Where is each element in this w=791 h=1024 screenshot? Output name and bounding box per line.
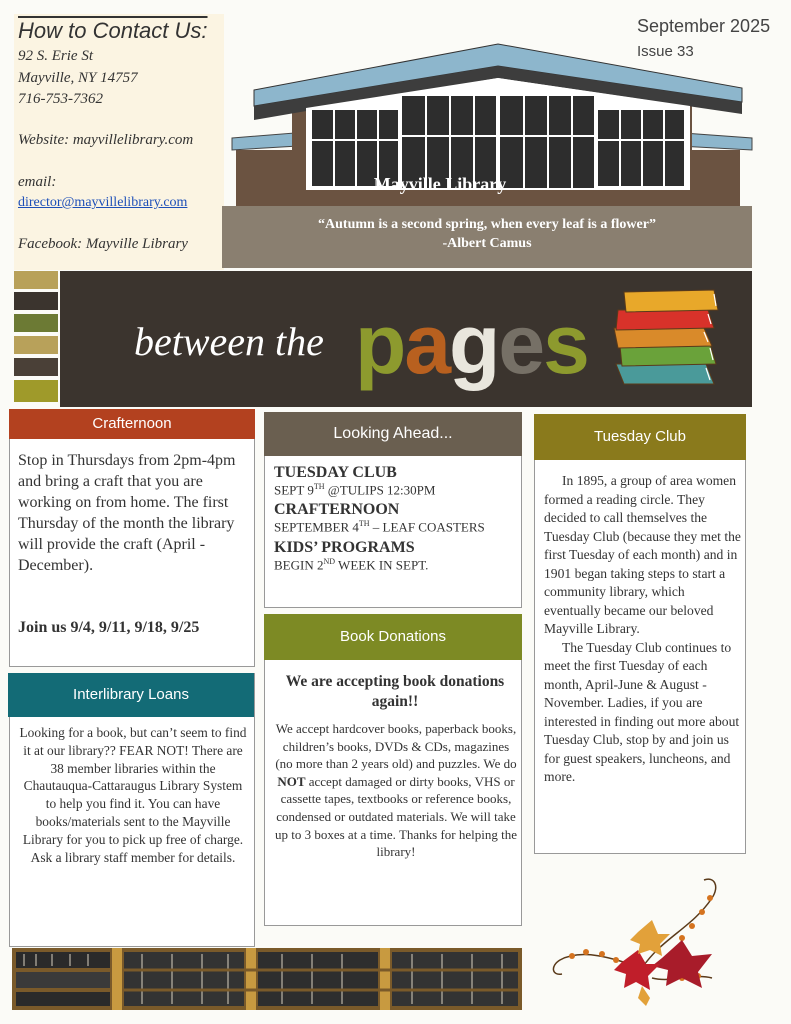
interlibrary-loans-text: Looking for a book, but can’t seem to find it at our library?? FEAR NOT! There are 38 member libraries within the Chautauqua-Cattaraugus Library System to help you find it. You can have books/materials sent to the Mayville Library for you to pick up free of charge. Ask a library staff member for details. (19, 725, 247, 865)
event-title: TUESDAY CLUB (274, 464, 397, 481)
contact-website[interactable]: Website: mayvillelibrary.com (18, 132, 194, 148)
interlibrary-loans-header: Interlibrary Loans (8, 673, 254, 717)
banner-title-prefix: between the (134, 319, 324, 364)
library-name: Mayville Library (373, 174, 507, 194)
contact-phone: 716-753-7362 (18, 91, 103, 107)
book-donations-headline: We are accepting book donations again!! (285, 673, 505, 710)
quote-bar (222, 206, 752, 268)
stripe (14, 380, 58, 402)
contact-address-2: Mayville, NY 14757 (18, 70, 138, 86)
letter-a: a (404, 297, 450, 391)
contact-block (14, 14, 224, 270)
issue-date: September 2025 (637, 16, 771, 36)
contact-facebook[interactable]: Facebook: Mayville Library (18, 236, 188, 252)
book-stack-icon (610, 284, 720, 392)
tuesday-club-paragraph-1: In 1895, a group of area women formed a reading circle. They decided to call themselves the Tuesday Club (because they met the first Tuesday of each month) and in 1901 began taking steps to start a community library, which eventually became our beloved Mayville Library. (544, 473, 741, 636)
contact-address-1: 92 S. Erie St (18, 48, 93, 64)
looking-ahead-list (274, 464, 514, 576)
event-detail: SEPT 9TH @TULIPS 12:30PM (274, 482, 436, 498)
issue-number: Issue 33 (637, 43, 694, 60)
stripe (14, 292, 58, 310)
looking-ahead-header: Looking Ahead... (264, 412, 522, 456)
letter-p: p (355, 297, 405, 391)
tuesday-club-text (544, 472, 744, 787)
contact-email-link[interactable]: director@mayvillelibrary.com (18, 195, 188, 210)
letter-g: g (449, 297, 499, 391)
stripe (14, 336, 58, 354)
bookshelves-illustration (12, 948, 522, 1010)
book-donations-header: Book Donations (264, 614, 522, 660)
stripe (14, 358, 58, 376)
tuesday-club-header: Tuesday Club (534, 414, 746, 460)
event-detail: SEPTEMBER 4TH – LEAF COASTERS (274, 519, 485, 535)
crafternoon-text: Stop in Thursdays from 2pm-4pm and bring a craft that you are working on from home. The first Thursday of the month the library will provide the craft (April - December). (18, 452, 236, 574)
banner-title-pages (355, 296, 588, 393)
tuesday-club-paragraph-2: The Tuesday Club continues to meet the first Tuesday of each month, April-June & August - November. Ladies, if you are interested in finding out more about Tuesday Club, stop by and join us for guest speakers, luncheons, and more. (544, 639, 740, 784)
stripe (14, 271, 58, 289)
contact-title: How to Contact Us: (18, 18, 208, 43)
event-title: CRAFTERNOON (274, 501, 400, 519)
letter-s: s (543, 297, 588, 391)
quote-text: “Autumn is a second spring, when every leaf is a flower” (318, 217, 656, 232)
autumn-leaves-decoration (542, 868, 742, 1008)
quote-author: -Albert Camus (442, 236, 532, 251)
crafternoon-header: Crafternoon (9, 409, 255, 439)
stripe (14, 314, 58, 332)
book-donations-text: We accept hardcover books, paperback books, children’s books, DVDs & CDs, magazines (no more than 2 years old) and puzzles. We do NOT accept damaged or dirty books, VHS or cassette tapes, textbooks or reference books, condensed or outdated materials. We will take up to 3 boxes at a time. Thanks for helping the library! (274, 721, 518, 860)
letter-e: e (498, 297, 544, 391)
contact-email-label: email: (18, 174, 57, 190)
event-detail: BEGIN 2ND WEEK IN SEPT. (274, 556, 429, 572)
event-title: KIDS’ PROGRAMS (274, 538, 415, 556)
crafternoon-dates: Join us 9/4, 9/11, 9/18, 9/25 (18, 619, 200, 636)
